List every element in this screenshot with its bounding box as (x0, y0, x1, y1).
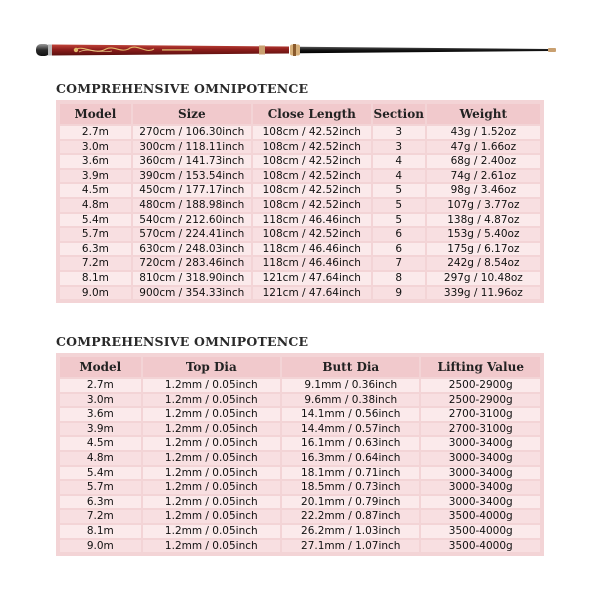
table-cell: 1.2mm / 0.05inch (143, 525, 280, 538)
column-header: Model (60, 357, 141, 377)
model-cell: 2.7m (60, 126, 131, 139)
table-row (60, 379, 540, 392)
model-cell: 3.9m (60, 170, 131, 183)
column-header: Lifting Value (421, 357, 540, 377)
table-cell: 98g / 3.46oz (427, 184, 540, 197)
specs-table-grid (58, 102, 542, 301)
table-cell: 108cm / 42.52inch (253, 126, 371, 139)
table-cell: 108cm / 42.52inch (253, 141, 371, 154)
table-cell: 2500-2900g (421, 379, 540, 392)
table-cell: 360cm / 141.73inch (133, 155, 251, 168)
model-cell: 4.5m (60, 437, 141, 450)
table-cell: 108cm / 42.52inch (253, 228, 371, 241)
dimensions-table-grid (58, 355, 542, 554)
table-cell: 3000-3400g (421, 437, 540, 450)
table-row (60, 228, 540, 241)
model-cell: 6.3m (60, 243, 131, 256)
model-cell: 3.0m (60, 141, 131, 154)
table-row (60, 481, 540, 494)
table-cell: 16.1mm / 0.63inch (282, 437, 419, 450)
table-cell: 390cm / 153.54inch (133, 170, 251, 183)
table-cell: 4 (373, 155, 425, 168)
table-cell: 6 (373, 228, 425, 241)
table-cell: 43g / 1.52oz (427, 126, 540, 139)
table-cell: 175g / 6.17oz (427, 243, 540, 256)
table-cell: 480cm / 188.98inch (133, 199, 251, 212)
column-header: Size (133, 104, 251, 124)
model-cell: 8.1m (60, 272, 131, 285)
table-cell: 107g / 3.77oz (427, 199, 540, 212)
table-row (60, 155, 540, 168)
model-cell: 5.4m (60, 467, 141, 480)
table-cell: 1.2mm / 0.05inch (143, 540, 280, 553)
table-cell: 16.3mm / 0.64inch (282, 452, 419, 465)
table-row (60, 141, 540, 154)
table-cell: 1.2mm / 0.05inch (143, 423, 280, 436)
table-cell: 121cm / 47.64inch (253, 272, 371, 285)
column-header: Top Dia (143, 357, 280, 377)
table-row (60, 170, 540, 183)
table-cell: 1.2mm / 0.05inch (143, 467, 280, 480)
model-cell: 6.3m (60, 496, 141, 509)
table-cell: 2500-2900g (421, 394, 540, 407)
table-cell: 810cm / 318.90inch (133, 272, 251, 285)
table-cell: 1.2mm / 0.05inch (143, 481, 280, 494)
model-cell: 9.0m (60, 540, 141, 553)
model-cell: 5.7m (60, 481, 141, 494)
table-cell: 5 (373, 199, 425, 212)
table-cell: 720cm / 283.46inch (133, 257, 251, 270)
column-header: Section (373, 104, 425, 124)
table-cell: 339g / 11.96oz (427, 287, 540, 300)
table-cell: 6 (373, 243, 425, 256)
table-cell: 4 (373, 170, 425, 183)
model-cell: 3.0m (60, 394, 141, 407)
model-cell: 2.7m (60, 379, 141, 392)
column-header: Butt Dia (282, 357, 419, 377)
model-cell: 4.8m (60, 199, 131, 212)
table-cell: 108cm / 42.52inch (253, 199, 371, 212)
table-row (60, 184, 540, 197)
table-row (60, 510, 540, 523)
table-cell: 242g / 8.54oz (427, 257, 540, 270)
table-row (60, 540, 540, 553)
table-cell: 138g / 4.87oz (427, 214, 540, 227)
table-cell: 3000-3400g (421, 452, 540, 465)
table-cell: 8 (373, 272, 425, 285)
model-cell: 8.1m (60, 525, 141, 538)
table-cell: 270cm / 106.30inch (133, 126, 251, 139)
model-cell: 5.4m (60, 214, 131, 227)
model-cell: 5.7m (60, 228, 131, 241)
table-cell: 108cm / 42.52inch (253, 155, 371, 168)
table-cell: 540cm / 212.60inch (133, 214, 251, 227)
table-cell: 153g / 5.40oz (427, 228, 540, 241)
table-cell: 118cm / 46.46inch (253, 214, 371, 227)
table-cell: 9.6mm / 0.38inch (282, 394, 419, 407)
table-row (60, 452, 540, 465)
column-header: Weight (427, 104, 540, 124)
table-row (60, 394, 540, 407)
table-cell: 450cm / 177.17inch (133, 184, 251, 197)
table-cell: 118cm / 46.46inch (253, 257, 371, 270)
table-cell: 3000-3400g (421, 496, 540, 509)
table-cell: 3 (373, 126, 425, 139)
table-cell: 570cm / 224.41inch (133, 228, 251, 241)
table-cell: 9 (373, 287, 425, 300)
table-cell: 3500-4000g (421, 510, 540, 523)
table-cell: 1.2mm / 0.05inch (143, 394, 280, 407)
table-cell: 9.1mm / 0.36inch (282, 379, 419, 392)
table-cell: 68g / 2.40oz (427, 155, 540, 168)
column-header: Model (60, 104, 131, 124)
table-cell: 1.2mm / 0.05inch (143, 408, 280, 421)
table-row (60, 243, 540, 256)
table-cell: 3500-4000g (421, 525, 540, 538)
table-row (60, 214, 540, 227)
table-row (60, 423, 540, 436)
table-cell: 297g / 10.48oz (427, 272, 540, 285)
table-cell: 3000-3400g (421, 467, 540, 480)
table-cell: 47g / 1.66oz (427, 141, 540, 154)
model-cell: 3.6m (60, 408, 141, 421)
table-row (60, 126, 540, 139)
model-cell: 7.2m (60, 257, 131, 270)
model-cell: 7.2m (60, 510, 141, 523)
table-row (60, 467, 540, 480)
model-cell: 4.5m (60, 184, 131, 197)
table-row (60, 525, 540, 538)
table-row (60, 287, 540, 300)
table-cell: 22.2mm / 0.87inch (282, 510, 419, 523)
table-cell: 5 (373, 184, 425, 197)
table-cell: 1.2mm / 0.05inch (143, 452, 280, 465)
table-cell: 18.1mm / 0.71inch (282, 467, 419, 480)
table-row (60, 437, 540, 450)
model-cell: 3.9m (60, 423, 141, 436)
table-cell: 118cm / 46.46inch (253, 243, 371, 256)
table-header-row (60, 104, 540, 124)
table-cell: 3500-4000g (421, 540, 540, 553)
table-cell: 20.1mm / 0.79inch (282, 496, 419, 509)
table1-title: COMPREHENSIVE OMNIPOTENCE (56, 81, 309, 96)
table-cell: 14.1mm / 0.56inch (282, 408, 419, 421)
column-header: Close Length (253, 104, 371, 124)
table-cell: 74g / 2.61oz (427, 170, 540, 183)
table-cell: 630cm / 248.03inch (133, 243, 251, 256)
table-cell: 1.2mm / 0.05inch (143, 379, 280, 392)
dimensions-table (56, 353, 544, 556)
table-cell: 2700-3100g (421, 408, 540, 421)
table-row (60, 257, 540, 270)
table-cell: 1.2mm / 0.05inch (143, 496, 280, 509)
table-row (60, 272, 540, 285)
model-cell: 3.6m (60, 155, 131, 168)
table-cell: 2700-3100g (421, 423, 540, 436)
table-cell: 108cm / 42.52inch (253, 170, 371, 183)
table-header-row (60, 357, 540, 377)
table2-title: COMPREHENSIVE OMNIPOTENCE (56, 334, 309, 349)
model-cell: 4.8m (60, 452, 141, 465)
table-cell: 7 (373, 257, 425, 270)
table-cell: 5 (373, 214, 425, 227)
table-cell: 3000-3400g (421, 481, 540, 494)
table-row (60, 199, 540, 212)
fishing-rod-image (34, 40, 560, 60)
table-cell: 18.5mm / 0.73inch (282, 481, 419, 494)
table-cell: 14.4mm / 0.57inch (282, 423, 419, 436)
table-cell: 1.2mm / 0.05inch (143, 437, 280, 450)
table-cell: 121cm / 47.64inch (253, 287, 371, 300)
table-cell: 3 (373, 141, 425, 154)
table-row (60, 496, 540, 509)
specs-table (56, 100, 544, 303)
table-cell: 27.1mm / 1.07inch (282, 540, 419, 553)
table-cell: 900cm / 354.33inch (133, 287, 251, 300)
model-cell: 9.0m (60, 287, 131, 300)
table-cell: 300cm / 118.11inch (133, 141, 251, 154)
table-cell: 26.2mm / 1.03inch (282, 525, 419, 538)
table-cell: 108cm / 42.52inch (253, 184, 371, 197)
table-row (60, 408, 540, 421)
table-cell: 1.2mm / 0.05inch (143, 510, 280, 523)
